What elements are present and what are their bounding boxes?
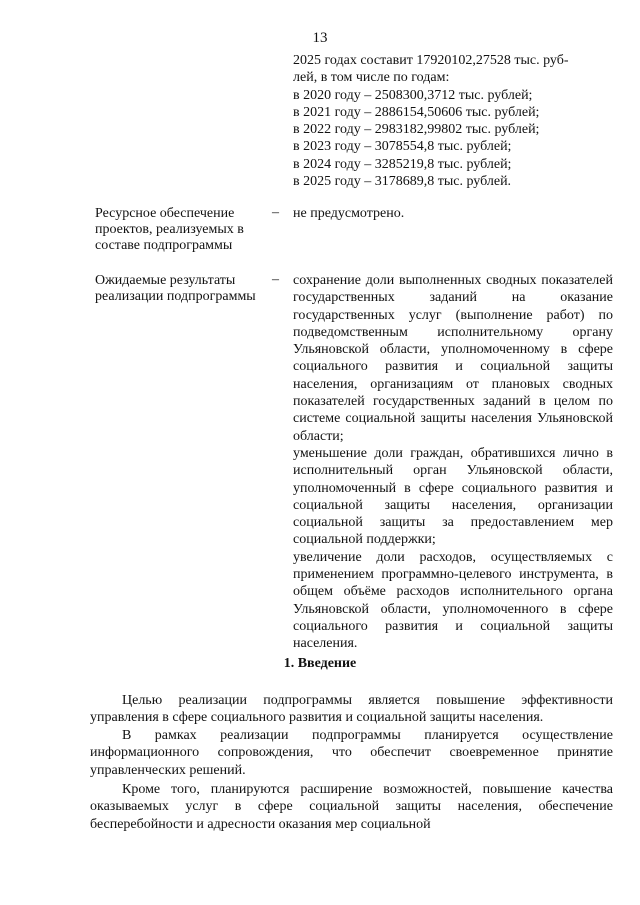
funding-line: лей, в том числе по годам: [293,70,450,86]
funding-line: в 2020 году – 2508300,3712 тыс. рублей; [293,87,533,103]
resources-value: не предусмотрено. [293,206,405,221]
section-heading: 1. Введение [283,656,357,671]
resources-label: Ресурсное обеспечение проектов, реализуемых в составе подпрограммы [95,206,244,253]
results-list [293,272,613,653]
intro-paragraph: Целью реализации подпрограммы является повышение эффективности управления в сфере социального развития и социальной защиты населения. [90,693,613,726]
funding-line: 2025 годах составит 17920102,27528 тыс. руб- [293,53,569,68]
intro-paragraph: Кроме того, планируются расширение возможностей, повышение качества оказываемых услуг в сфере социальной защиты населения, обеспечение бесперебойности и адресности оказания мер социальной [90,782,613,832]
results-dash: – [272,272,279,287]
page-number: 13 [312,30,328,46]
results-label: Ожидаемые результаты реализации подпрограммы [95,273,256,304]
intro-paragraph: В рамках реализации подпрограммы планируется осуществление информационного сопровождения, что обеспечит своевременное принятие управленческих решений. [90,728,613,778]
funding-line: в 2023 году – 3078554,8 тыс. рублей; [293,139,512,155]
funding-line: в 2025 году – 3178689,8 тыс. рублей. [293,174,512,190]
funding-continuation [293,52,613,190]
funding-line: в 2021 году – 2886154,50606 тыс. рублей; [293,104,540,120]
result-item: сохранение доли выполненных сводных показателей государственных заданий на оказание государственных услуг (выполнение работ) по подведомственным исполнительному органу Ульяновской области, уполномоченному в сфере социального развития и социальной защиты населения, организациям от плановых сводных показателей государственных заданий в целом по системе социальной защиты населения Ульяновской области; [293,273,613,444]
funding-line: в 2024 году – 3285219,8 тыс. рублей; [293,156,512,172]
result-item: увеличение доли расходов, осуществляемых с применением программно-целевого инструмента, в общем объёме расходов исполнительного органа Ульяновской области, уполномоченного в сфере социального развития и социальной защиты населения. [293,549,613,652]
result-item: уменьшение доли граждан, обратившихся лично в исполнительный орган Ульяновской области, уполномоченный в сфере социального развития и социальной защиты населения, организации социальной защиты за предоставлением мер социальной поддержки; [293,445,613,548]
resources-dash: – [272,205,279,220]
funding-line: в 2022 году – 2983182,99802 тыс. рублей; [293,122,540,138]
